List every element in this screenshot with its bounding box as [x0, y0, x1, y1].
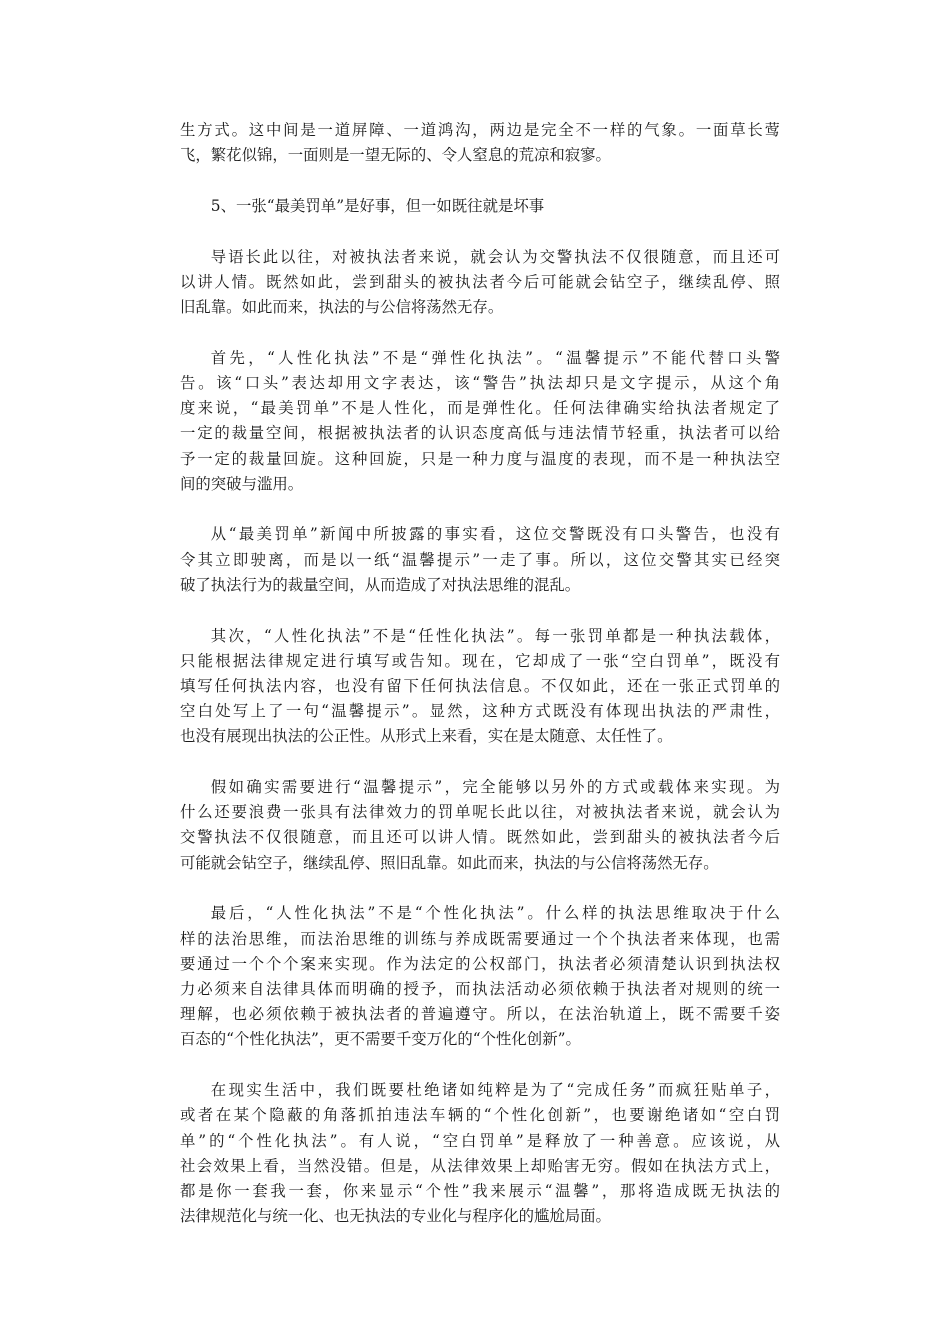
text-line: 都是你一套我一套，你来显示“个性”我来展示“温馨”，那将造成既无执法的 — [180, 1181, 780, 1200]
paragraph-conclusion — [180, 1078, 780, 1229]
text-line: 告。该“口头”表达却用文字表达，该“警告”执法却只是文字提示，从这个角 — [180, 373, 780, 392]
text-line: 予一定的裁量回旋。这种回旋，只是一种力度与温度的表现，而不是一种执法空 — [180, 449, 780, 468]
text-line: 空白处写上了一句“温馨提示”。显然，这种方式既没有体现出执法的严肃性， — [180, 702, 780, 721]
text-line: 理解，也必须依赖于被执法者的普遍遵守。所以，在法治轨道上，既不需要千姿 — [180, 1005, 780, 1024]
text-line: 度来说，“最美罚单”不是人性化，而是弹性化。任何法律确实给执法者规定了 — [180, 399, 780, 418]
paragraph-final-point — [180, 901, 780, 1052]
text-line: 单”的“个性化执法”。有人说，“空白罚单”是释放了一种善意。应该说，从 — [180, 1131, 780, 1150]
text-line: 百态的“个性化执法”，更不需要千变万化的“个性化创新”。 — [180, 1030, 581, 1049]
text-line: 其次，“人性化执法”不是“任性化执法”。每一张罚单都是一种执法载体， — [210, 626, 780, 645]
paragraph-lead — [180, 245, 780, 321]
text-line: 破了执法行为的裁量空间，从而造成了对执法思维的混乱。 — [180, 575, 581, 594]
text-line: 首先，“人性化执法”不是“弹性化执法”。“温馨提示”不能代替口头警 — [210, 348, 780, 367]
text-line: 导语长此以往，对被执法者来说，就会认为交警执法不仅很随意，而且还可 — [210, 247, 780, 266]
paragraph-second-point — [180, 624, 780, 750]
paragraph-intro-continuation — [180, 118, 780, 168]
text-line: 要通过一个个个案来实现。作为法定的公权部门，执法者必须清楚认识到执法权 — [180, 954, 780, 973]
text-line: 从“最美罚单”新闻中所披露的事实看，这位交警既没有口头警告，也没有 — [210, 525, 780, 544]
text-line: 最后，“人性化执法”不是“个性化执法”。什么样的执法思维取决于什么 — [210, 904, 780, 923]
heading-text: 5、一张“最美罚单”是好事，但一如既往就是坏事 — [210, 196, 545, 215]
text-line: 间的突破与滥用。 — [180, 474, 304, 493]
text-line: 或者在某个隐蔽的角落抓拍违法车辆的“个性化创新”，也要谢绝诸如“空白罚 — [180, 1106, 780, 1125]
text-line: 以讲人情。既然如此，尝到甜头的被执法者今后可能就会钻空子，继续乱停、照 — [180, 272, 780, 291]
text-line: 生方式。这中间是一道屏障、一道鸿沟，两边是完全不一样的气象。一面草长莺 — [180, 121, 780, 139]
paragraph-warm-reminder — [180, 775, 780, 876]
document-body — [180, 118, 780, 1255]
text-line: 飞，繁花似锦，一面则是一望无际的、令人窒息的荒凉和寂寥。 — [180, 146, 611, 165]
text-line: 也没有展现出执法的公正性。从形式上来看，实在是太随意、太任性了。 — [180, 727, 673, 746]
text-line: 法律规范化与统一化、也无执法的专业化与程序化的尴尬局面。 — [180, 1207, 611, 1226]
section-heading — [180, 194, 780, 219]
text-line: 假如确实需要进行“温馨提示”，完全能够以另外的方式或载体来实现。为 — [210, 778, 780, 797]
text-line: 令其立即驶离，而是以一纸“温馨提示”一走了事。所以，这位交警其实已经突 — [180, 550, 780, 569]
paragraph-news-facts — [180, 522, 780, 598]
text-line: 旧乱靠。如此而来，执法的与公信将荡然无存。 — [180, 298, 504, 317]
text-line: 力必须来自法律具体而明确的授予，而执法活动必须依赖于执法者对规则的统一 — [180, 979, 780, 998]
text-line: 样的法治思维，而法治思维的训练与养成既需要通过一个个执法者来体现，也需 — [180, 929, 780, 948]
text-line: 交警执法不仅很随意，而且还可以讲人情。既然如此，尝到甜头的被执法者今后 — [180, 828, 780, 847]
text-line: 一定的裁量空间，根据被执法者的认识态度高低与违法情节轻重，执法者可以给 — [180, 424, 780, 443]
text-line: 填写任何执法内容，也没有留下任何执法信息。不仅如此，还在一张正式罚单的 — [180, 676, 780, 695]
text-line: 可能就会钻空子，继续乱停、照旧乱靠。如此而来，执法的与公信将荡然无存。 — [180, 853, 719, 872]
text-line: 社会效果上看，当然没错。但是，从法律效果上却贻害无穷。假如在执法方式上， — [180, 1156, 780, 1175]
text-line: 只能根据法律规定进行填写或告知。现在，它却成了一张“空白罚单”，既没有 — [180, 651, 780, 670]
text-line: 什么还要浪费一张具有法律效力的罚单呢长此以往，对被执法者来说，就会认为 — [180, 803, 780, 822]
text-line: 在现实生活中，我们既要杜绝诸如纯粹是为了“完成任务”而疯狂贴单子， — [210, 1081, 780, 1100]
paragraph-first-point — [180, 346, 780, 497]
